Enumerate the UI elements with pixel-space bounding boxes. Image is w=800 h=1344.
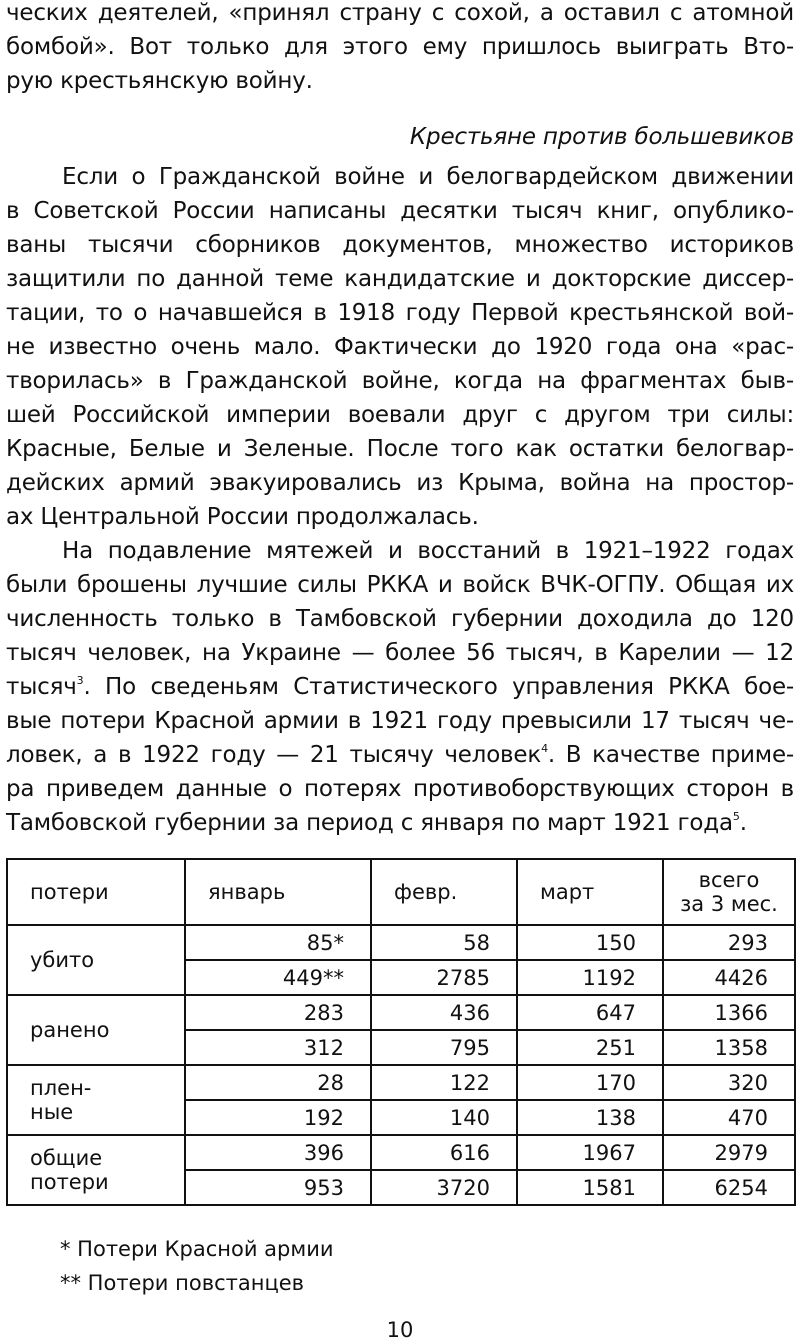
table-cell: 3720 [371, 1170, 517, 1205]
table-cell: 4426 [663, 960, 795, 995]
table-cell: 58 [371, 925, 517, 960]
header-cell: потери [7, 859, 185, 925]
row-label-text: плен- [30, 1076, 92, 1100]
text-line: численность только в Тамбовской губернии доходила до 120 [6, 606, 794, 632]
text-fragment: ловек, а в 1922 году — 21 тысячу человек [6, 742, 542, 768]
text-line [6, 670, 794, 704]
table-cell: 436 [371, 995, 517, 1030]
page-number: 10 [386, 1318, 414, 1342]
text-line: не известно очень мало. Фактически до 1920 года она «рас- [6, 334, 794, 360]
table-cell: 6254 [663, 1170, 795, 1205]
table-row [7, 995, 795, 1030]
text-line: рую крестьянскую войну. [6, 68, 313, 94]
text-line: ческих деятелей, «принял страну с сохой, а оставил с атомной [6, 0, 794, 26]
row-label-text: потери [30, 1170, 109, 1194]
table-cell: 2785 [371, 960, 517, 995]
text-line [6, 806, 794, 840]
table-cell: 170 [517, 1065, 663, 1100]
header-cell-total [663, 859, 795, 925]
row-label [7, 1135, 185, 1205]
table-row [7, 925, 795, 960]
table-cell: 795 [371, 1030, 517, 1065]
section-heading-block [6, 120, 794, 154]
text-line: ах Центральной России продолжалась. [6, 504, 479, 530]
footnote-ref-3[interactable]: 3 [76, 674, 84, 687]
section-title: Крестьяне против большевиков [409, 124, 794, 150]
text-fragment: . В качестве приме- [547, 742, 794, 768]
row-label [7, 1065, 185, 1135]
table-cell: 1967 [517, 1135, 663, 1170]
table-cell: 122 [371, 1065, 517, 1100]
table-cell: 2979 [663, 1135, 795, 1170]
table-cell: 1192 [517, 960, 663, 995]
table-cell: 312 [185, 1030, 371, 1065]
intro-text [6, 0, 794, 98]
text-line: тации, то о начавшейся в 1918 году Первой крестьянской вой- [6, 300, 794, 326]
footnote-ref-5[interactable]: 5 [732, 810, 740, 823]
footnote-ref-4[interactable]: 4 [541, 742, 548, 755]
table-cell: 192 [185, 1100, 371, 1135]
footnote: * Потери Красной армии [60, 1237, 334, 1261]
table-row [7, 1135, 795, 1170]
footnote: ** Потери повстанцев [60, 1271, 305, 1295]
header-cell: февр. [371, 859, 517, 925]
text-line: Если о Гражданской войне и белогвардейском движении [62, 164, 794, 190]
table-cell: 647 [517, 995, 663, 1030]
table-cell: 251 [517, 1030, 663, 1065]
row-label-text: ранено [30, 1018, 110, 1042]
header-text: всего [698, 868, 760, 892]
table-cell: 150 [517, 925, 663, 960]
table-cell: 616 [371, 1135, 517, 1170]
footnotes [60, 1232, 334, 1300]
text-line: тысяч человек, на Украине — более 56 тысяч, в Карелии — 12 [6, 640, 794, 666]
text-line: ваны тысячи сборников документов, множество историков [6, 232, 794, 258]
table-cell: 470 [663, 1100, 795, 1135]
text-line: дейских армий эвакуировались из Крыма, война на простор- [6, 470, 794, 496]
table-cell: 449** [185, 960, 371, 995]
text-fragment: тысяч [6, 674, 77, 700]
row-label-text: ные [30, 1100, 74, 1124]
table-cell: 1366 [663, 995, 795, 1030]
text-line: в Советской России написаны десятки тысяч книг, опублико- [6, 198, 794, 224]
header-cell: март [517, 859, 663, 925]
table-cell: 85* [185, 925, 371, 960]
table-cell: 320 [663, 1065, 795, 1100]
row-label [7, 995, 185, 1065]
table-row [7, 1065, 795, 1100]
row-label-text: убито [30, 948, 95, 972]
table-header-row [7, 859, 795, 925]
row-label-text: общие [30, 1146, 103, 1170]
text-fragment: Тамбовской губернии за период с января по март 1921 года [6, 810, 733, 836]
text-line: бомбой». Вот только для этого ему пришлось выиграть Вто- [6, 34, 794, 60]
text-line [6, 738, 794, 772]
text-line: ра приведем данные о потерях противоборствующих сторон в [6, 776, 794, 802]
table-cell: 28 [185, 1065, 371, 1100]
text-fragment: . [739, 810, 747, 836]
row-label [7, 925, 185, 995]
text-line: Красные, Белые и Зеленые. После того как остатки белогвар- [6, 436, 794, 462]
table-cell: 283 [185, 995, 371, 1030]
text-fragment: . По сведеньям Статистического управления РККА бое- [83, 674, 794, 700]
paragraph-1 [6, 160, 794, 840]
table-cell: 953 [185, 1170, 371, 1205]
header-cell: январь [185, 859, 371, 925]
text-line: На подавление мятежей и восстаний в 1921–1922 годах [62, 538, 794, 564]
header-text: за 3 мес. [680, 892, 778, 916]
text-line: шей Российской империи воевали друг с другом три силы: [6, 402, 794, 428]
table-cell: 140 [371, 1100, 517, 1135]
table-cell: 1581 [517, 1170, 663, 1205]
losses-table [6, 858, 796, 1206]
table-cell: 396 [185, 1135, 371, 1170]
table-cell: 1358 [663, 1030, 795, 1065]
text-line: вые потери Красной армии в 1921 году превысили 17 тысяч че- [6, 708, 794, 734]
table-cell: 138 [517, 1100, 663, 1135]
text-line: защитили по данной теме кандидатские и докторские диссер- [6, 266, 794, 292]
table-cell: 293 [663, 925, 795, 960]
text-line: творилась» в Гражданской войне, когда на фрагментах быв- [6, 368, 794, 394]
text-line: были брошены лучшие силы РККА и войск ВЧК-ОГПУ. Общая их [6, 572, 794, 598]
